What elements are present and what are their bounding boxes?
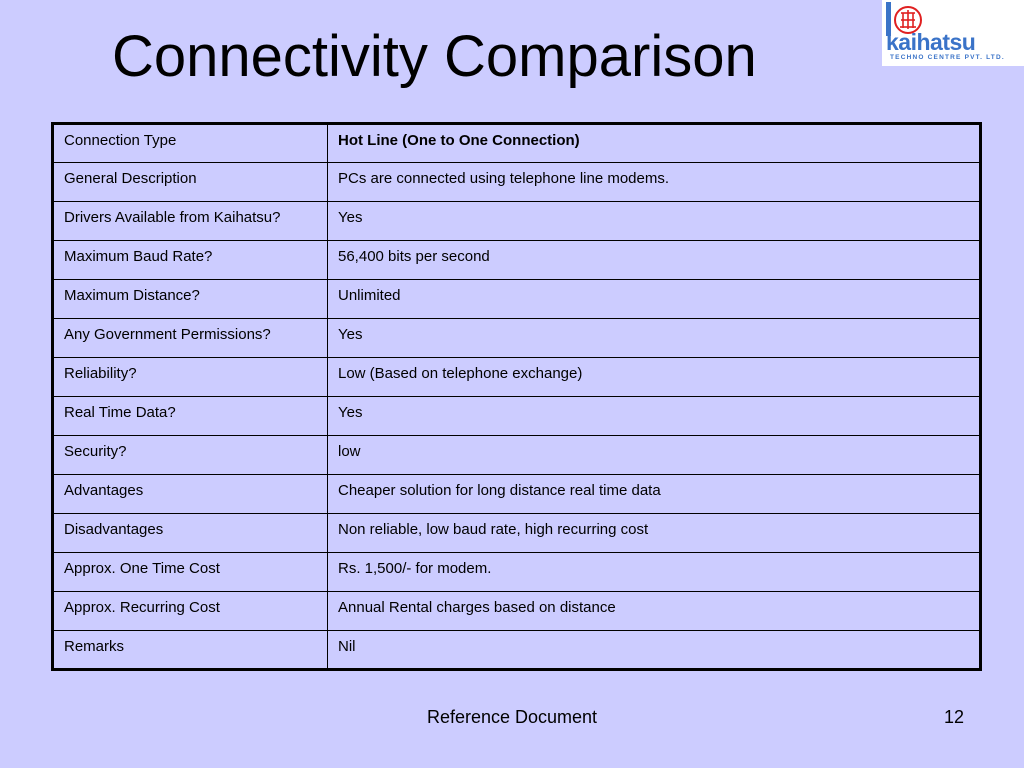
table-label-cell (53, 592, 328, 631)
table-value-cell (328, 280, 981, 319)
table-value-text: 56,400 bits per second (338, 248, 490, 265)
table-value-text: Yes (338, 326, 363, 343)
table-row (53, 358, 981, 397)
table-row (53, 202, 981, 241)
table-value-text: Low (Based on telephone exchange) (338, 365, 583, 382)
table-label-cell (53, 163, 328, 202)
table-label-text: Maximum Baud Rate? (64, 248, 213, 265)
table-value-cell (328, 475, 981, 514)
table-row (53, 397, 981, 436)
table-row (53, 631, 981, 670)
page-number: 12 (943, 707, 964, 727)
table-row (53, 241, 981, 280)
table-row (53, 163, 981, 202)
header-label-cell (53, 124, 328, 163)
table-label-text: Reliability? (64, 365, 137, 382)
header-value-cell (328, 124, 981, 163)
logo-brand-text: kaihatsu (886, 29, 976, 55)
slide-title: Connectivity Comparison (112, 24, 757, 89)
table-value-text: Yes (338, 404, 363, 421)
table-value-text: Cheaper solution for long distance real time data (338, 482, 661, 499)
table-label-cell (53, 475, 328, 514)
table-label-text: Advantages (64, 482, 144, 499)
header-value-text: Hot Line (One to One Connection) (338, 132, 580, 149)
table-label-cell (53, 436, 328, 475)
table-value-text: Nil (338, 638, 356, 655)
table-value-text: Yes (338, 209, 363, 226)
table-value-text: PCs are connected using telephone line modems. (338, 170, 670, 187)
table-row (53, 319, 981, 358)
logo-subtitle-text: TECHNO CENTRE PVT. LTD. (890, 54, 1005, 61)
table-label-cell (53, 397, 328, 436)
table-label-text: Maximum Distance? (64, 287, 200, 304)
table-label-text: Any Government Permissions? (64, 326, 271, 343)
table-value-cell (328, 358, 981, 397)
table-value-cell (328, 163, 981, 202)
table-value-cell (328, 553, 981, 592)
table-label-cell (53, 202, 328, 241)
table-value-cell (328, 202, 981, 241)
table-row (53, 592, 981, 631)
footer-text: Reference Document (426, 707, 598, 727)
table-value-text: Rs. 1,500/- for modem. (338, 560, 492, 577)
comparison-table (51, 122, 982, 671)
table-label-cell (53, 280, 328, 319)
table-row (53, 553, 981, 592)
table-value-text: low (338, 443, 361, 460)
table-value-cell (328, 397, 981, 436)
table-label-cell (53, 358, 328, 397)
table-label-text: Approx. One Time Cost (64, 560, 220, 577)
table-value-text: Unlimited (338, 287, 401, 304)
table-value-text: Non reliable, low baud rate, high recurring cost (338, 521, 649, 538)
table-value-cell (328, 592, 981, 631)
header-label-text: Connection Type (64, 132, 177, 149)
table-value-text: Annual Rental charges based on distance (338, 599, 616, 616)
table-label-text: Approx. Recurring Cost (64, 599, 220, 616)
table-label-cell (53, 553, 328, 592)
table-label-cell (53, 241, 328, 280)
table-row (53, 436, 981, 475)
table-row (53, 280, 981, 319)
table-row (53, 514, 981, 553)
table-label-text: General Description (64, 170, 197, 187)
table-row (53, 475, 981, 514)
table-value-cell (328, 319, 981, 358)
table-label-cell (53, 514, 328, 553)
table-label-text: Drivers Available from Kaihatsu? (64, 209, 281, 226)
table-label-text: Remarks (64, 638, 125, 655)
table-value-cell (328, 514, 981, 553)
table-value-cell (328, 436, 981, 475)
table-label-cell (53, 319, 328, 358)
table-value-cell (328, 631, 981, 670)
table-header-row (53, 124, 981, 163)
table-label-text: Security? (64, 443, 127, 460)
company-logo (882, 0, 1024, 66)
table-label-cell (53, 631, 328, 670)
table-label-text: Disadvantages (64, 521, 164, 538)
table-value-cell (328, 241, 981, 280)
table-label-text: Real Time Data? (64, 404, 176, 421)
